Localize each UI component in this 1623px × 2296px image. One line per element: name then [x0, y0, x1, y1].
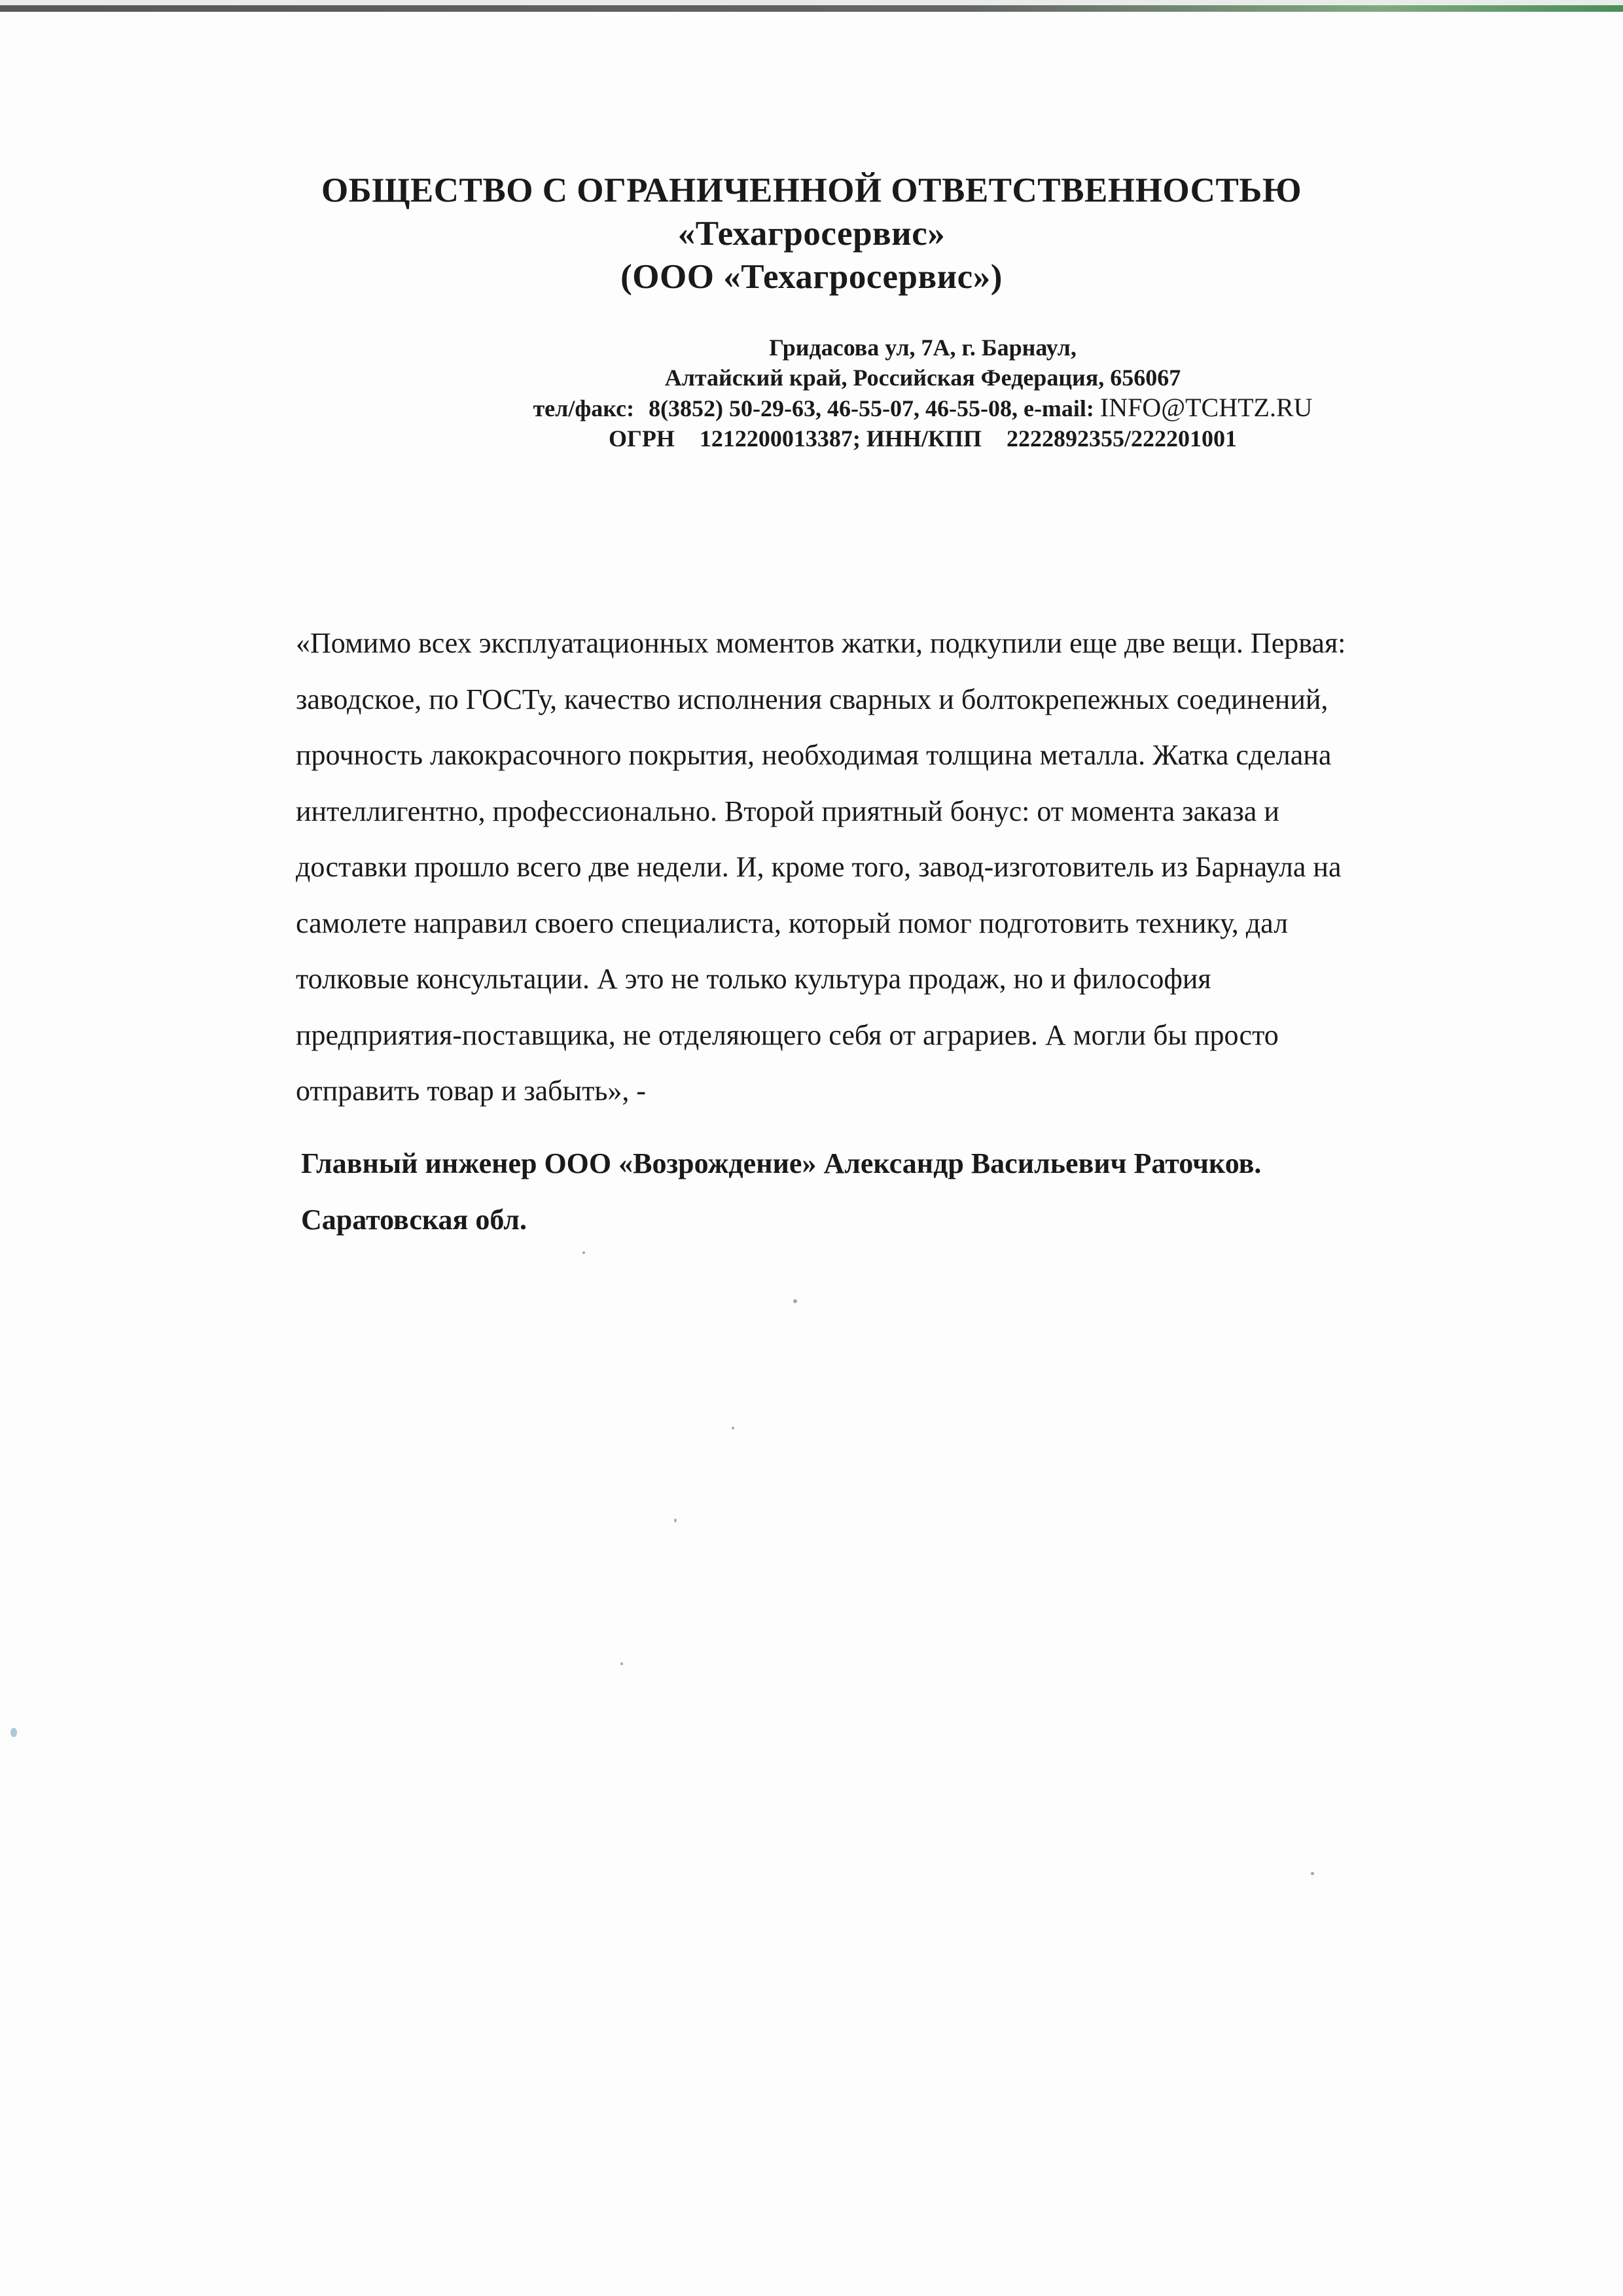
- scan-speck: [10, 1728, 17, 1737]
- scan-speck: [582, 1251, 585, 1254]
- email-address[interactable]: INFO@TCHTZ.RU: [1099, 393, 1313, 422]
- email-label: e-mail:: [1023, 395, 1094, 422]
- scan-border-line: [0, 5, 1623, 12]
- registration-line: [393, 423, 1453, 454]
- quote-line: прочность лакокрасочного покрытия, необходимая толщина металла. Жатка сделана: [296, 739, 1332, 771]
- address-line-2: Алтайский край, Российская Федерация, 656067: [664, 365, 1181, 391]
- quote-line: самолете направил своего специалиста, который помог подготовить технику, дал: [296, 906, 1289, 939]
- address-line-1: Гридасова ул, 7А, г. Барнаул,: [769, 334, 1077, 361]
- phone-numbers: 8(3852) 50-29-63, 46-55-07, 46-55-08,: [649, 395, 1018, 422]
- scan-speck: [620, 1662, 623, 1665]
- quote-line: «Помимо всех эксплуатационных моментов жатки, подкупили еще две вещи. Первая:: [296, 627, 1346, 659]
- inn-kpp-label: ИНН/КПП: [866, 425, 982, 452]
- scan-border-top: [0, 0, 1623, 5]
- company-legal-form: ОБЩЕСТВО С ОГРАНИЧЕННОЙ ОТВЕТСТВЕННОСТЬЮ: [321, 171, 1302, 209]
- contacts-line: [393, 393, 1453, 423]
- scan-speck: [793, 1299, 797, 1303]
- scan-speck: [1311, 1872, 1314, 1875]
- ogrn-label: ОГРН: [608, 425, 675, 452]
- author-region: Саратовская обл.: [301, 1204, 527, 1236]
- quote-line: доставки прошло всего две недели. И, кроме того, завод-изготовитель из Барнаула на: [296, 851, 1342, 883]
- testimonial-author: [301, 1136, 1544, 1248]
- ogrn-value: 1212200013387;: [699, 425, 861, 452]
- scan-speck: [674, 1518, 677, 1522]
- inn-kpp-value: 2222892355/222201001: [1007, 425, 1238, 452]
- quote-line: интеллигентно, профессионально. Второй приятный бонус: от момента заказа и: [296, 795, 1279, 827]
- quote-line: заводское, по ГОСТу, качество исполнения сварных и болтокрепежных соединений,: [296, 683, 1329, 715]
- company-header: [249, 169, 1374, 298]
- company-requisites: [393, 332, 1453, 454]
- scan-speck: [732, 1427, 734, 1429]
- quote-line: толковые консультации. А это не только культура продаж, но и философия: [296, 963, 1211, 995]
- company-short-name: (ООО «Техагросервис»): [620, 258, 1003, 296]
- company-name: «Техагросервис»: [677, 215, 946, 253]
- testimonial-quote: [296, 615, 1500, 1119]
- quote-line: предприятия-поставщика, не отделяющего себя от аграриев. А могли бы просто: [296, 1018, 1279, 1051]
- author-position-name: Главный инженер ООО «Возрождение» Александр Васильевич Раточков.: [301, 1147, 1262, 1179]
- phone-label: тел/факс:: [533, 395, 635, 422]
- quote-line: отправить товар и забыть», -: [296, 1075, 647, 1107]
